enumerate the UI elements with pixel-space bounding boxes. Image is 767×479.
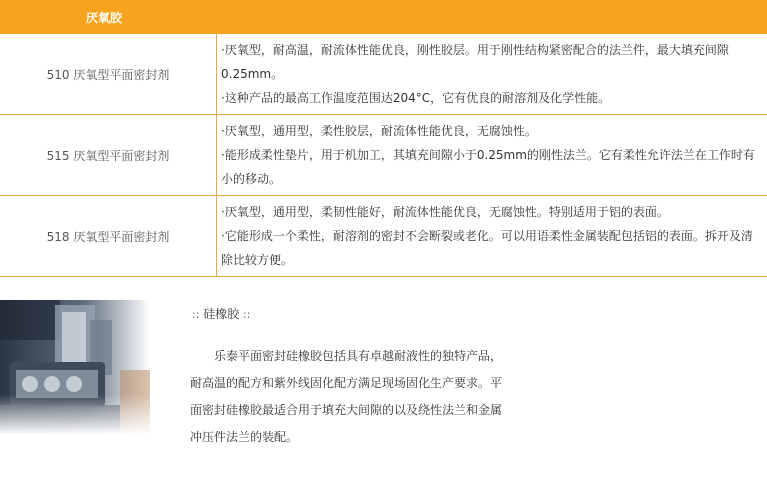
title-bullet-right: ::: [243, 308, 251, 321]
product-description: [217, 34, 767, 115]
silicone-title-text: 硅橡胶: [203, 307, 240, 321]
title-bullet-left: ::: [192, 308, 200, 321]
engine-assembly-photo: [0, 300, 150, 435]
description-line: ·它能形成一个柔性，耐溶剂的密封不会断裂或老化。可以用语柔性金属装配包括铝的表面。拆开及清除比较方便。: [221, 229, 753, 267]
description-line: ·这种产品的最高工作温度范围达204°C，它有优良的耐溶剂及化学性能。: [221, 91, 611, 105]
table-row: [0, 196, 767, 277]
table-row: [0, 115, 767, 196]
table-row: [0, 34, 767, 115]
category-header: [0, 0, 767, 34]
product-table: [0, 34, 767, 277]
product-description: [217, 115, 767, 196]
engine-photo-illustration: [0, 300, 150, 435]
product-description: [217, 196, 767, 277]
product-name: 518 厌氧型平面密封剂: [0, 196, 217, 277]
silicone-section-title: [192, 305, 251, 322]
description-line: ·厌氧型，通用型，柔韧性能好，耐流体性能优良，无腐蚀性。特别适用于铝的表面。: [221, 205, 669, 219]
description-line: ·能形成柔性垫片，用于机加工，其填充间隙小于0.25mm的刚性法兰。它有柔性允许法兰在工作时有小的移动。: [221, 148, 755, 186]
category-title: 厌氧胶: [86, 11, 123, 25]
product-name: 510 厌氧型平面密封剂: [0, 34, 217, 115]
silicone-description: 乐泰平面密封硅橡胶包括具有卓越耐液性的独特产品，耐高温的配方和紫外线固化配方满足现场固化生产要求。平面密封硅橡胶最适合用于填充大间隙的以及绕性法兰和金属冲压件法兰的装配。: [190, 349, 503, 444]
description-line: ·厌氧型，通用型，柔性胶层，耐流体性能优良，无腐蚀性。: [221, 124, 537, 138]
product-name: 515 厌氧型平面密封剂: [0, 115, 217, 196]
description-line: ·厌氧型，耐高温，耐流体性能优良，刚性胶层。用于刚性结构紧密配合的法兰件，最大填充间隙0.25mm。: [221, 43, 729, 81]
